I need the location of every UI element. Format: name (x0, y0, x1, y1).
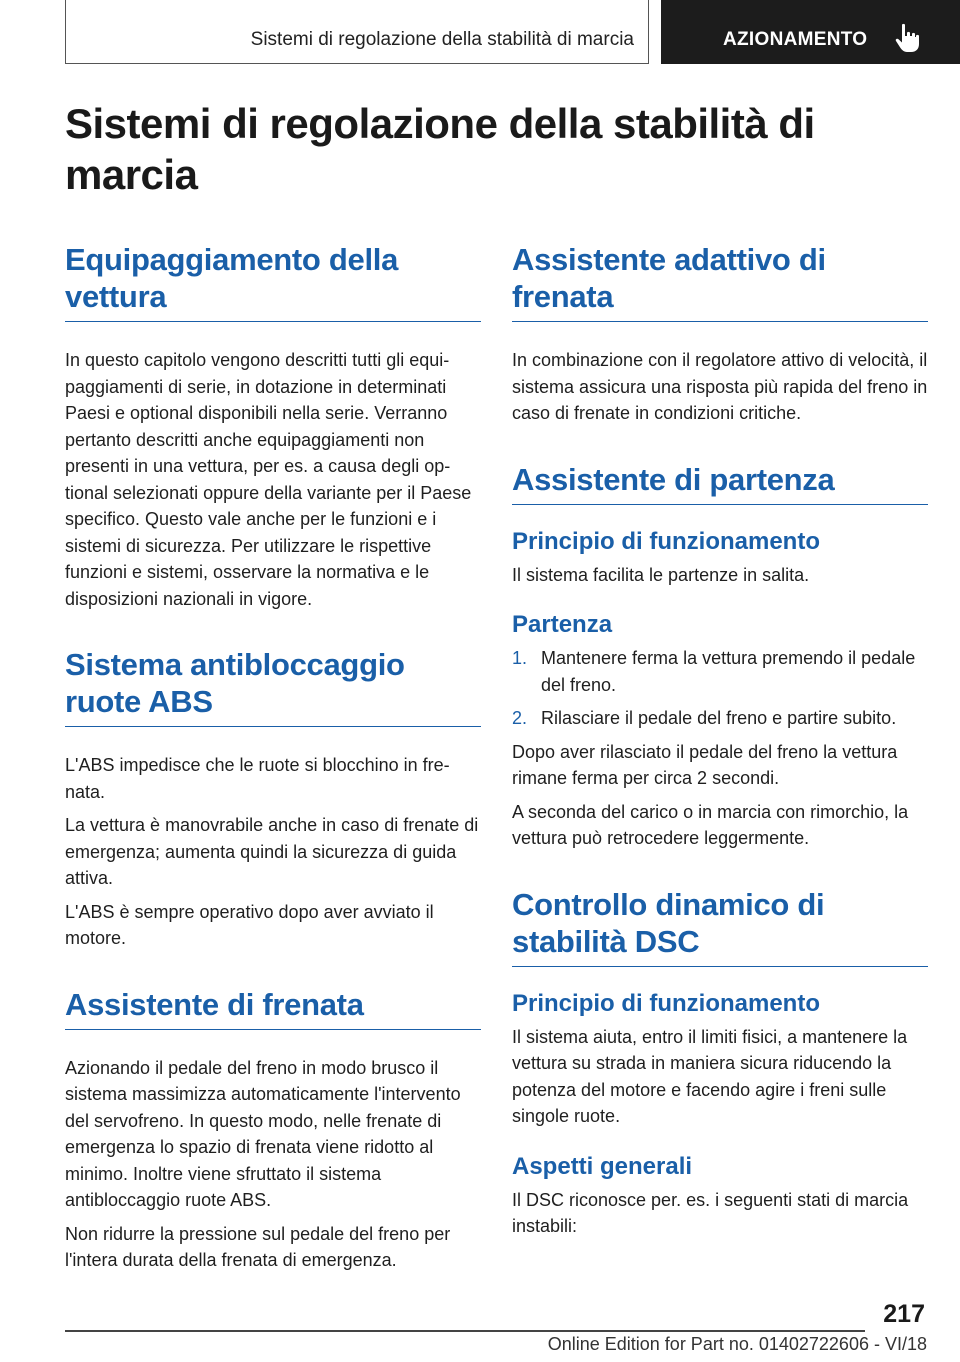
section-heading-start-assist: Assistente di partenza (512, 461, 928, 505)
step-number: 1. (512, 648, 528, 668)
paragraph: L'ABS è sempre operativo dopo aver avviato il motore. (65, 901, 434, 948)
section-heading-dsc: Controllo dinamico di stabilità DSC (512, 886, 928, 967)
section-heading-brake-assist: Assistente di frenata (65, 986, 481, 1030)
paragraph: La vettura è manovrabile anche in caso di frenate di emergenza; aumenta quindi la sicurezza di guida attiva. (65, 815, 479, 888)
running-header (65, 0, 649, 64)
paragraph: Dopo aver rilasciato il pedale del freno la vettura rimane ferma per circa 2 secondi. (512, 741, 898, 788)
paragraph: Azionando il pedale del freno in modo brusco il sistema massimizza automaticamente l'intervento del servofreno. In questo modo, nelle frenate di emergenza lo spazio di frenata viene ridotto al minimo. Inoltre viene sfruttato il sistema antibloccaggio ruote ABS. (65, 1057, 461, 1210)
subheading-start: Partenza (512, 611, 613, 638)
paragraph: In questo capitolo vengono descritti tutti gli equipaggiamenti di serie, in dotazione in determinati Paesi e optional disponibili nella serie. Verranno pertanto descritti anche equipaggiamenti non presenti in una vettura, per es. a causa degli optional selezionati oppure della variante per il Paese specifico. Questo vale anche per le funzioni e i sistemi di sicurezza. Per utilizzare le rispettive funzioni e sistemi, osservare la normativa e le disposizioni nazionali in vigore. (65, 350, 472, 609)
subheading-principle: Principio di funzionamento (512, 527, 820, 555)
footer-edition: Online Edition for Part no. 01402722606 - VI/18 (547, 1334, 927, 1354)
paragraph: Il DSC riconosce per. es. i seguenti stati di marcia instabili: (512, 1189, 909, 1236)
footer-divider (65, 1330, 865, 1332)
paragraph: A seconda del carico o in marcia con rimorchio, la vettura può retrocedere leggermente. (512, 801, 909, 848)
steps-list (512, 645, 928, 732)
page-number: 217 (883, 1300, 925, 1328)
list-item (512, 645, 928, 698)
chapter-label: AZIONAMENTO (723, 29, 868, 50)
paragraph: Non ridurre la pressione sul pedale del freno per l'intera durata della frenata di emergenza. (65, 1223, 451, 1270)
paragraph: In combinazione con il regolatore attivo di velocità, il sistema assicura una risposta più rapida del freno in caso di frenate in condizioni critiche. (512, 350, 928, 423)
paragraph: L'ABS impedisce che le ruote si blocchino in frenata. (65, 755, 450, 802)
paragraph: Il sistema facilita le partenze in salita. (512, 564, 810, 585)
pointing-hand-icon (893, 22, 921, 54)
chapter-tab (661, 0, 960, 64)
paragraph: Il sistema aiuta, entro il limiti fisici, a mantenere la vettura su strada in maniera sicura riducendo la potenza del motore e facendo agire i freni sulle singole ruote. (512, 1026, 908, 1126)
left-column (65, 241, 481, 1274)
right-column (512, 241, 928, 1240)
section-heading-adaptive-brake: Assistente adattivo di frenata (512, 241, 928, 322)
section-heading-equipment: Equipaggiamento della vettura (65, 241, 481, 322)
list-item (512, 705, 928, 732)
running-header-title: Sistemi di regolazione della stabilità di marcia (250, 29, 634, 50)
page-title: Sistemi di regolazione della stabilità di marcia (65, 100, 815, 198)
step-text: Mantenere ferma la vettura premendo il pedale del freno. (541, 648, 916, 695)
section-heading-abs: Sistema antibloccaggio ruote ABS (65, 646, 481, 727)
step-text: Rilasciare il pedale del freno e partire subito. (541, 708, 897, 728)
step-number: 2. (512, 708, 528, 728)
subheading-general: Aspetti generali (512, 1152, 693, 1180)
subheading-principle: Principio di funzionamento (512, 989, 820, 1017)
